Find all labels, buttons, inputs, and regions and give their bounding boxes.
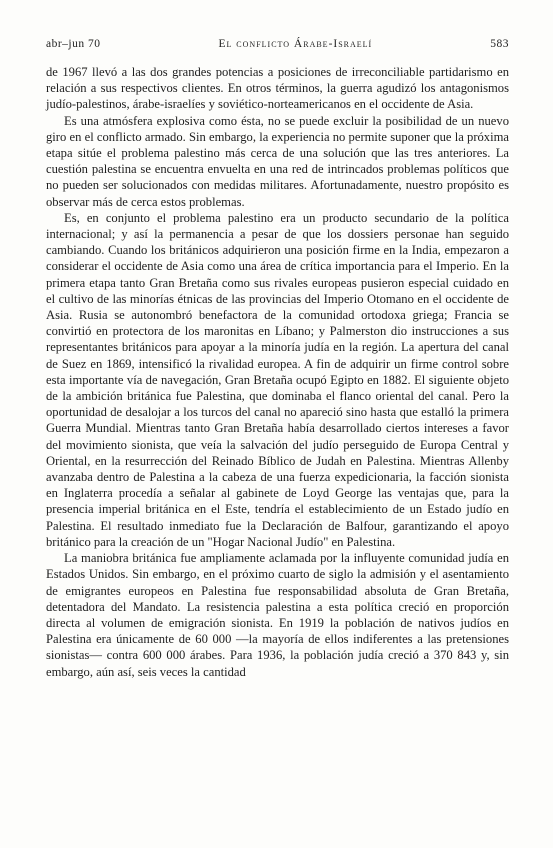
running-head (46, 38, 509, 50)
paragraph: Es, en conjunto el problema palestino era un producto secundario de la política internacional; y así la permanencia a pesar de que los dossiers personae han seguido cambiando. Cuando los británicos adquirieron una posición firme en la India, empezaron a considerar el occidente de Asia como una área de crítica importancia para el Imperio. En la primera etapa tanto Gran Bretaña como sus rivales europeas pusieron especial cuidado en el cultivo de las minorías étnicas de las provincias del Imperio Otomano en el occidente de Asia. Rusia se autonombró benefactora de la comunidad ortodoxa griega; Francia se convirtió en protectora de los maronitas en Líbano; y Palmerston dio instrucciones a sus representantes británicos para apoyar a la minoría judía en la región. La apertura del canal de Suez en 1869, intensificó la rivalidad europea. A fin de adquirir un firme control sobre esta importante vía de navegación, Gran Bretaña ocupó Egipto en 1882. El siguiente objeto de la ambición británica fue Palestina, que dominaba el flanco oriental del canal. Pero la oportunidad de desalojar a los turcos del canal no apareció sino hasta que estalló la primera Guerra Mundial. Mientras tanto Gran Bretaña había desarrollado ciertos intereses a favor del movimiento sionista, que veía la salvación del judío perseguido de Europa Central y Oriental, en la resurrección del Reinado Bíblico de Judah en Palestina. Mientras Allenby avanzaba dentro de Palestina a la cabeza de una fuerza expedicionaria, la facción sionista en Inglaterra procedía a señalar al gabinete de Loyd George las ventajas que, para la presencia imperial británica en el Este, tendría el establecimiento de un Estado judío en Palestina. El resultado inmediato fue la Declaración de Balfour, garantizando el apoyo británico para la creación de un "Hogar Nacional Judío" en Palestina. (46, 210, 509, 549)
running-head-date: abr–jun 70 (46, 38, 101, 50)
body-text (46, 64, 509, 680)
running-head-title: El conflicto Árabe-Israelí (218, 38, 373, 50)
paragraph: La maniobra británica fue ampliamente aclamada por la influyente comunidad judía en Estados Unidos. Sin embargo, en el próximo cuarto de siglo la admisión y el asentamiento de emigrantes europeos en Palestina fue responsabilidad absoluta de Gran Bretaña, detentadora del Mandato. La resistencia palestina a esta política creció en proporción directa al volumen de emigración sionista. En 1919 la población de nativos judíos en Palestina era únicamente de 60 000 —la mayoría de ellos indiferentes a las pretensiones sionistas— contra 600 000 árabes. Para 1936, la población judía creció a 370 843 y, sin embargo, aún así, seis veces la cantidad (46, 551, 509, 679)
page-number: 583 (490, 38, 509, 50)
paragraph: Es una atmósfera explosiva como ésta, no se puede excluir la posibilidad de un nuevo giro en el conflicto armado. Sin embargo, la experiencia no permite suponer que la próxima etapa sitúe el problema palestino más cerca de una solución que las tres anteriores. La cuestión palestina se encuentra envuelta en una red de intrincados problemas políticos que no pueden ser solucionados con medidas militares. Afortunadamente, nuestro propósito es observar más de cerca estos problemas. (46, 113, 509, 209)
paragraph: de 1967 llevó a las dos grandes potencias a posiciones de irreconciliable partidarismo en relación a sus respectivos clientes. En otros términos, la guerra agudizó los antagonismos judío-palestinos, árabe-israelíes y soviético-norteamericanos en el occidente de Asia. (46, 65, 509, 112)
